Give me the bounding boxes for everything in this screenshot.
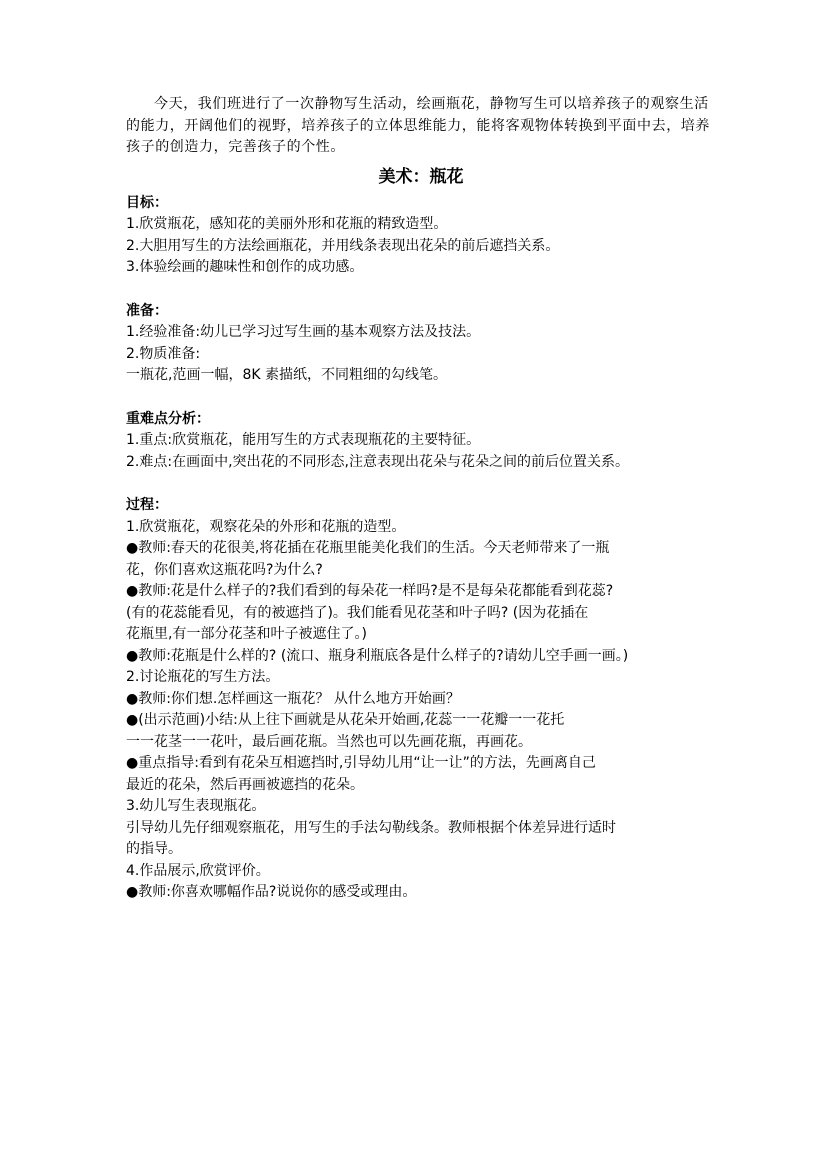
- goals-section: [126, 193, 716, 279]
- process-line: 2.讨论瓶花的写生方法。: [126, 669, 280, 685]
- goal-item: 2.大胆用写生的方法绘画瓶花，并用线条表现出花朵的前后遮挡关系。: [126, 237, 560, 254]
- intro-paragraph: 今天，我们班进行了一次静物写生活动，绘画瓶花，静物写生可以培养孩子的观察生活的能力，开阔他们的视野，培养孩子的立体思维能力，能将客观物体转换到平面中去，培养孩子的创造力，完善孩子的个性。: [126, 96, 710, 155]
- process-line: ●教师:你们想.怎样画这一瓶花？ 从什么地方开始画？: [126, 690, 460, 707]
- process-line: 3.幼儿写生表现瓶花。: [126, 798, 266, 814]
- process-line: 花瓶里,有一部分花茎和叶子被遮住了。): [126, 626, 367, 642]
- lesson-title: 美术：瓶花: [378, 166, 464, 187]
- process-line: 的指导。: [126, 841, 182, 857]
- spacer: [126, 279, 716, 301]
- process-line: ●重点指导:看到有花朵互相遮挡时,引导幼儿用“让一让”的方法，先画离自己: [126, 755, 596, 771]
- prep-item: 1.经验准备:幼儿已学习过写生画的基本观察方法及技法。: [126, 324, 481, 340]
- document-body: [126, 94, 716, 904]
- process-line: 最近的花朵，然后再画被遮挡的花朵。: [126, 776, 364, 793]
- goals-heading: 目标：: [126, 194, 168, 211]
- spacer: [126, 473, 716, 495]
- process-line: 一一花茎一一花叶，最后画花瓶。当然也可以先画花瓶，再画花。: [126, 733, 532, 750]
- process-line: ●教师:花瓶是什么样的? (流口、瓶身利瓶底各是什么样子的?请幼儿空手画一画。): [126, 647, 629, 664]
- process-line: 花，你们喜欢这瓶花吗?为什么?: [126, 561, 323, 578]
- keypoint-item: 2.难点:在画面中,突出花的不同形态,注意表现出花朵与花朵之间的前后位置关系。: [126, 453, 629, 470]
- keypoints-section: [126, 409, 716, 474]
- process-line: 4.作品展示,欣赏评价。: [126, 862, 270, 879]
- process-line: (有的花蕊能看见，有的被遮挡了)。我们能看见花茎和叶子吗? (因为花插在: [126, 604, 589, 621]
- process-line: ●教师:花是什么样子的?我们看到的每朵花一样吗?是不是每朵花都能看到花蕊?: [126, 583, 614, 599]
- goal-item: 1.欣赏瓶花，感知花的美丽外形和花瓶的精致造型。: [126, 216, 448, 232]
- process-line: ●教师:春天的花很美,将花插在花瓶里能美化我们的生活。今天老师带来了一瓶: [126, 540, 610, 556]
- prep-item: 2.物质准备:: [126, 345, 201, 362]
- process-section: [126, 495, 716, 904]
- process-line: ●(出示范画)小结:从上往下画就是从花朵开始画,花蕊一一花瓣一一花托: [126, 712, 565, 728]
- prep-item: 一瓶花,范画一幅，8K 素描纸，不同粗细的勾线笔。: [126, 367, 447, 383]
- process-line: 1.欣赏瓶花，观察花朵的外形和花瓶的造型。: [126, 518, 406, 535]
- prep-heading: 准备：: [126, 302, 168, 319]
- process-line: ●教师:你喜欢哪幅作品?说说你的感受或理由。: [126, 884, 417, 900]
- process-line: 引导幼儿先仔细观察瓶花，用写生的手法勾勒线条。教师根据个体差异进行适时: [126, 819, 616, 836]
- spacer: [126, 387, 716, 409]
- prep-section: [126, 301, 716, 387]
- keypoint-item: 1.重点:欣赏瓶花，能用写生的方式表现瓶花的主要特征。: [126, 432, 481, 448]
- process-heading: 过程：: [126, 497, 168, 513]
- keypoints-heading: 重难点分析：: [126, 410, 210, 427]
- goal-item: 3.体验绘画的趣味性和创作的成功感。: [126, 259, 364, 275]
